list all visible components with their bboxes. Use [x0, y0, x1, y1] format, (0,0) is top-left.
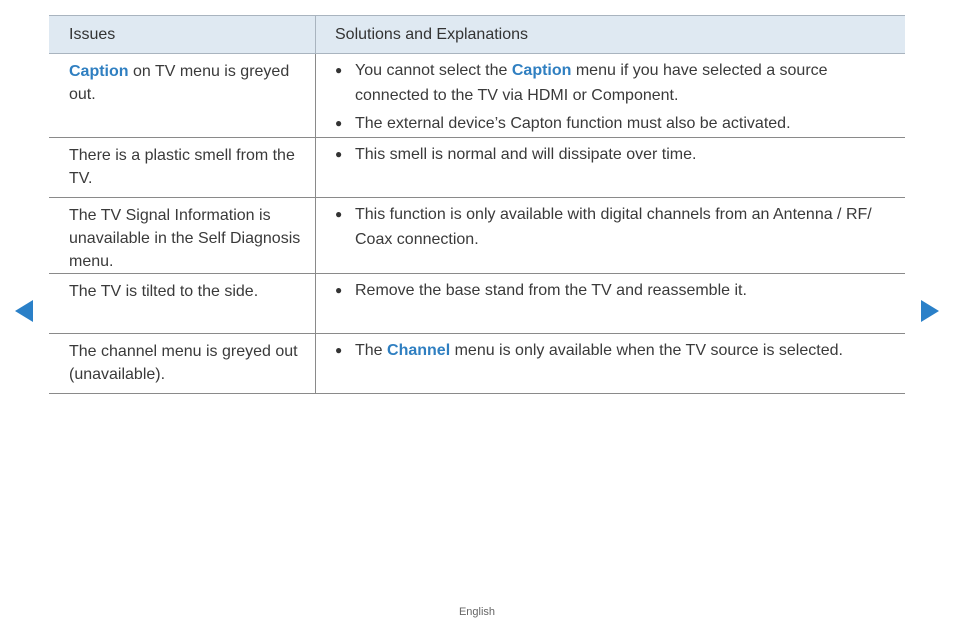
bullet-icon: ● [335, 283, 343, 297]
solution-cell [316, 54, 905, 137]
bullet-icon: ● [335, 147, 343, 161]
solution-text: The [355, 342, 388, 359]
list-item [335, 58, 897, 108]
solution-text: The external device’s Capton function must also be activated. [355, 115, 791, 132]
table-row [49, 274, 905, 334]
bullet-icon: ● [335, 116, 343, 130]
table-row [49, 54, 905, 138]
list-item [335, 338, 897, 363]
solution-text: menu if you have selected a source connected to the TV via HDMI or Component. [355, 62, 828, 104]
solution-text: This function is only available with digital channels from an Antenna / RF/ Coax connection. [355, 206, 872, 248]
solution-text: menu is only available when the TV source is selected. [450, 342, 843, 359]
issue-cell: There is a plastic smell from the TV. [49, 138, 316, 197]
caption-link[interactable]: Caption [69, 63, 129, 80]
next-page-icon[interactable] [921, 300, 939, 322]
list-item [335, 278, 897, 303]
prev-page-icon[interactable] [15, 300, 33, 322]
issue-cell: The TV is tilted to the side. [49, 274, 316, 333]
issue-text: on TV menu is greyed out. [69, 63, 290, 103]
table-row [49, 198, 905, 274]
list-item [335, 202, 897, 252]
table-row [49, 334, 905, 394]
solution-cell [316, 274, 905, 333]
bullet-icon: ● [335, 207, 343, 221]
list-item [335, 142, 897, 167]
solution-cell [316, 138, 905, 197]
caption-link[interactable]: Caption [511, 62, 572, 79]
solution-text: This smell is normal and will dissipate over time. [355, 146, 697, 163]
issue-cell [49, 54, 316, 137]
table-row [49, 138, 905, 198]
footer-language: English [458, 606, 496, 618]
table-header [49, 16, 905, 54]
issue-cell: The TV Signal Information is unavailable in the Self Diagnosis menu. [49, 198, 316, 273]
header-issues: Issues [49, 16, 316, 53]
solution-cell [316, 198, 905, 273]
solution-text: Remove the base stand from the TV and reassemble it. [355, 282, 747, 299]
troubleshooting-table [49, 15, 905, 394]
channel-link[interactable]: Channel [387, 342, 451, 359]
list-item [335, 111, 897, 136]
solution-cell [316, 334, 905, 393]
bullet-icon: ● [335, 343, 343, 357]
solution-text: You cannot select the [355, 62, 512, 79]
header-solutions: Solutions and Explanations [335, 26, 529, 43]
bullet-icon: ● [335, 63, 343, 77]
issue-cell: The channel menu is greyed out (unavailable). [49, 334, 316, 393]
